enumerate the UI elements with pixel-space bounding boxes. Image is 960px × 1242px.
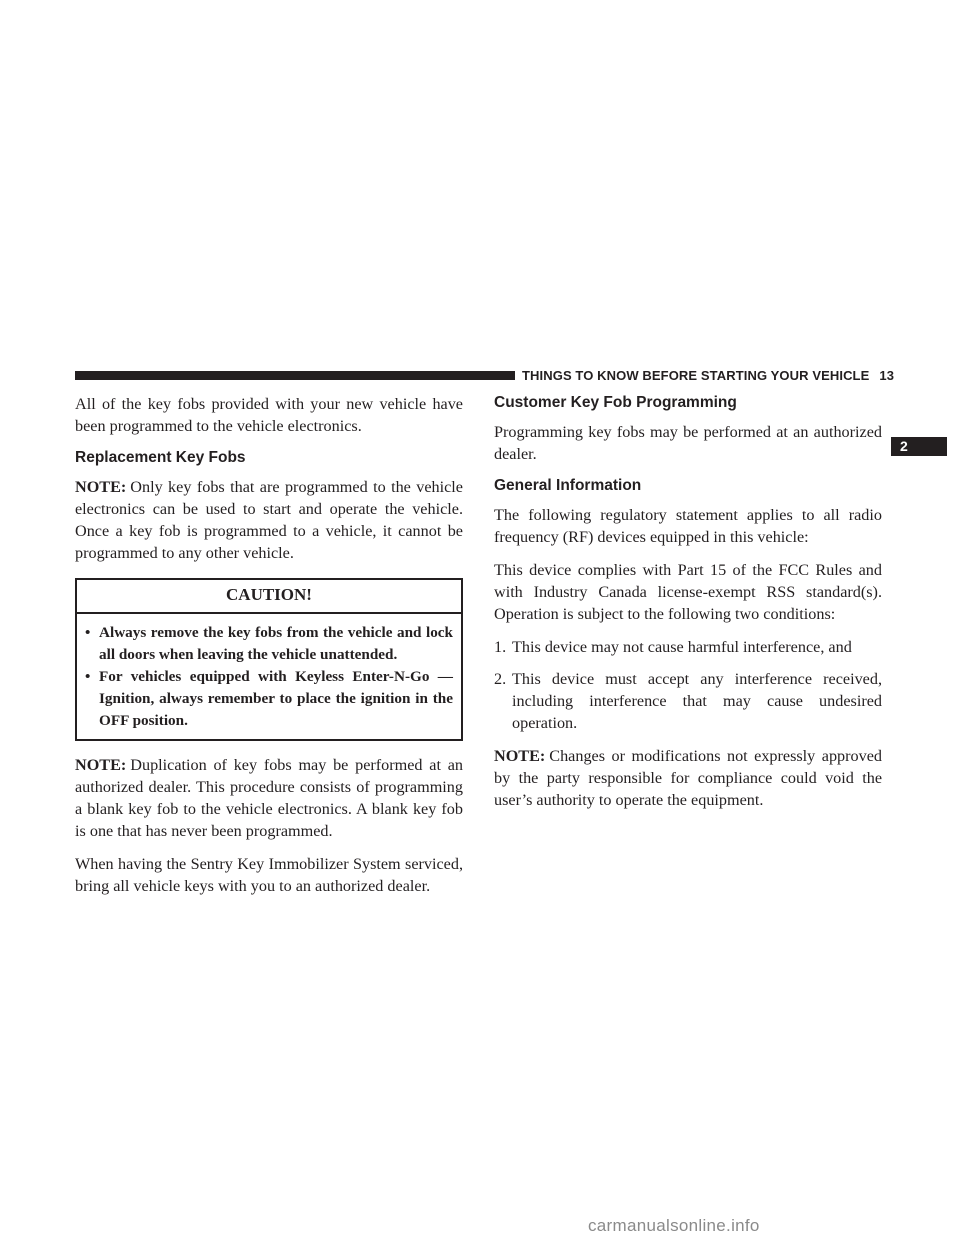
caution-item: • Always remove the key fobs from the vehicle and lock all doors when leaving the vehicle unattended. bbox=[85, 624, 453, 663]
intro-paragraph: All of the key fobs provided with your new vehicle have been programmed to the vehicle electronics. bbox=[75, 395, 463, 435]
note-text: Changes or modifications not expressly approved by the party responsible for compliance could void the user’s authority to operate the equipment. bbox=[494, 747, 882, 809]
note-paragraph bbox=[75, 754, 463, 842]
caution-title: CAUTION! bbox=[77, 580, 461, 614]
caution-box bbox=[75, 578, 463, 741]
note-label: NOTE: bbox=[494, 747, 546, 765]
condition-text: This device must accept any interference received, including interference that may cause undesired operation. bbox=[512, 670, 882, 732]
note-label: NOTE: bbox=[75, 756, 127, 774]
condition-text: This device may not cause harmful interference, and bbox=[512, 638, 852, 656]
watermark: carmanualsonline.info bbox=[588, 1216, 760, 1235]
note-text: Only key fobs that are programmed to the vehicle electronics can be used to start and operate the vehicle. Once a key fob is programmed to a vehicle, it cannot be programmed to any other vehicle. bbox=[75, 478, 463, 562]
caution-item: • For vehicles equipped with Keyless Enter-N-Go — Ignition, always remember to place the ignition in the OFF position. bbox=[85, 668, 453, 729]
heading-general-information: General Information bbox=[494, 477, 642, 494]
note-paragraph bbox=[494, 745, 882, 811]
header-rule bbox=[75, 371, 515, 380]
chapter-tab[interactable]: 2 bbox=[891, 437, 947, 456]
condition-number: 1. bbox=[494, 638, 507, 656]
condition-item bbox=[494, 636, 882, 658]
bullet-icon: • bbox=[85, 668, 91, 685]
caution-list bbox=[77, 614, 461, 739]
bullet-icon: • bbox=[85, 624, 91, 641]
general-paragraph: The following regulatory statement applies to all radio frequency (RF) devices equipped in this vehicle: bbox=[494, 506, 882, 546]
note-text: Duplication of key fobs may be performed at an authorized dealer. This procedure consists of programming a blank key fob to the vehicle electronics. A blank key fob is one that has never been programmed. bbox=[75, 756, 463, 840]
note-label: NOTE: bbox=[75, 478, 127, 496]
condition-item bbox=[494, 668, 882, 734]
running-head bbox=[522, 368, 902, 383]
condition-number: 2. bbox=[494, 670, 507, 688]
note-paragraph bbox=[75, 476, 463, 564]
conditions-list bbox=[494, 636, 882, 734]
right-column bbox=[494, 393, 882, 822]
fcc-paragraph: This device complies with Part 15 of the FCC Rules and with Industry Canada license-exempt RSS standard(s). Operation is subject to the following two conditions: bbox=[494, 561, 882, 623]
sentry-paragraph: When having the Sentry Key Immobilizer System serviced, bring all vehicle keys with you to an authorized dealer. bbox=[75, 855, 463, 895]
left-column bbox=[75, 393, 463, 908]
page-number: 13 bbox=[879, 368, 895, 383]
running-head-title: THINGS TO KNOW BEFORE STARTING YOUR VEHICLE bbox=[522, 368, 870, 383]
heading-customer-key-fob-programming: Customer Key Fob Programming bbox=[494, 394, 737, 411]
customer-paragraph: Programming key fobs may be performed at an authorized dealer. bbox=[494, 423, 882, 463]
heading-replacement-key-fobs: Replacement Key Fobs bbox=[75, 449, 246, 466]
